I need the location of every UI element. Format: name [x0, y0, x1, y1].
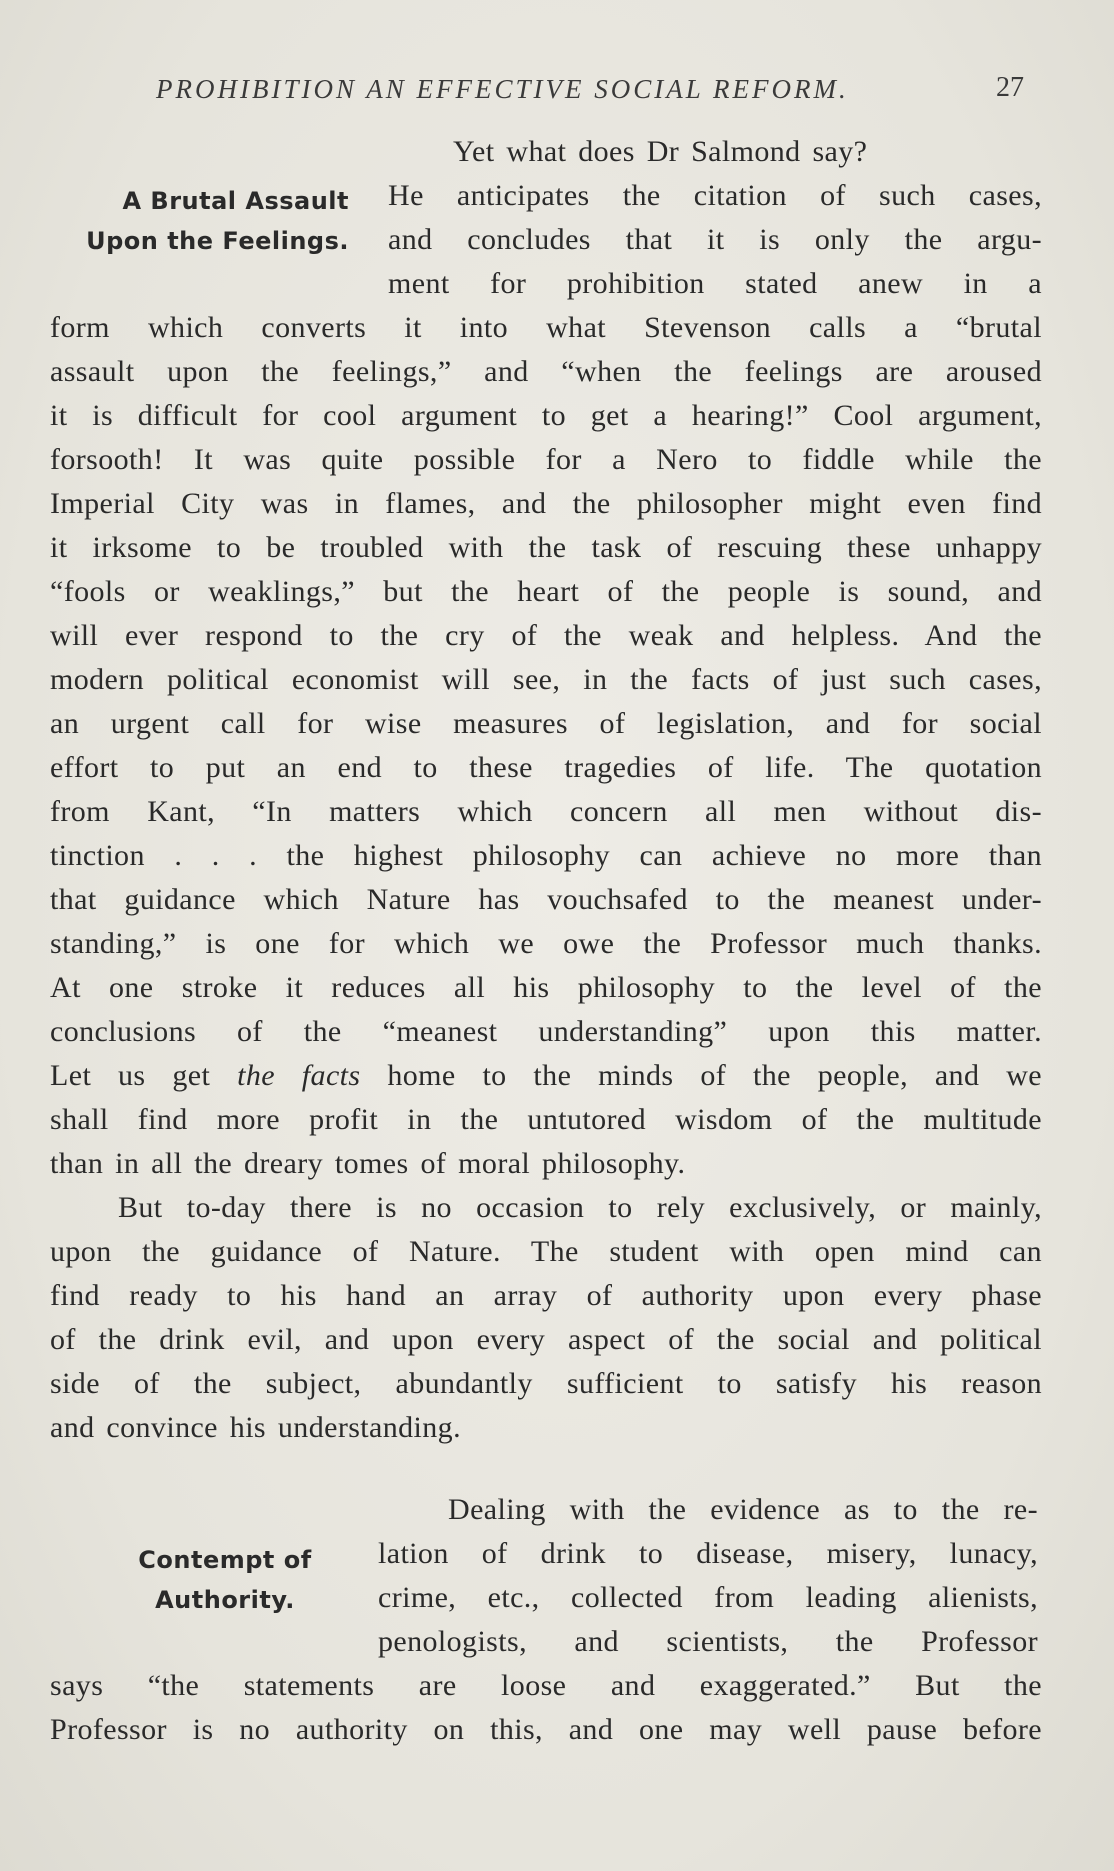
- text-line: lation of drink to disease, misery, lunacy,: [378, 1537, 1038, 1570]
- italic-emphasis: the facts: [237, 1059, 361, 1092]
- text-line: standing,” is one for which we owe the Professor much thanks.: [50, 927, 1042, 960]
- text-line: “fools or weaklings,” but the heart of the people is sound, and: [50, 575, 1042, 608]
- text-line: conclusions of the “meanest understanding” upon this matter.: [50, 1015, 1042, 1048]
- side-note-line: Contempt of: [138, 1546, 312, 1574]
- side-note-line: Upon the Feelings.: [86, 227, 349, 255]
- text-line: will ever respond to the cry of the weak and helpless. And the: [50, 619, 1042, 652]
- text-line: and convince his understanding.: [50, 1411, 461, 1444]
- text-line: it is difficult for cool argument to get a hearing!” Cool argument,: [50, 399, 1042, 432]
- text-fragment: Let us get: [50, 1059, 211, 1092]
- text-line: penologists, and scientists, the Professor: [378, 1625, 1038, 1658]
- text-line: from Kant, “In matters which concern all men without dis-: [50, 795, 1042, 828]
- text-line: But to-day there is no occasion to rely exclusively, or mainly,: [118, 1191, 1042, 1224]
- text-line: effort to put an end to these tragedies of life. The quotation: [50, 751, 1042, 784]
- running-title: PROHIBITION AN EFFECTIVE SOCIAL REFORM.: [156, 74, 849, 104]
- text-line: upon the guidance of Nature. The student with open mind can: [50, 1235, 1042, 1268]
- text-line: At one stroke it reduces all his philosophy to the level of the: [50, 971, 1042, 1004]
- text-line: assault upon the feelings,” and “when the feelings are aroused: [50, 355, 1042, 388]
- text-line: that guidance which Nature has vouchsafed to the meanest under-: [50, 883, 1042, 916]
- text-line: crime, etc., collected from leading alienists,: [378, 1581, 1038, 1614]
- text-line: and concludes that it is only the argu-: [388, 223, 1042, 256]
- text-line: find ready to his hand an array of authority upon every phase: [50, 1279, 1042, 1312]
- text-line: Dealing with the evidence as to the re-: [448, 1493, 1038, 1526]
- text-line: ment for prohibition stated anew in a: [388, 267, 1042, 300]
- text-line: of the drink evil, and upon every aspect of the social and political: [50, 1323, 1042, 1356]
- text-fragment: home to the minds of the people, and we: [387, 1059, 1042, 1092]
- text-line: Professor is no authority on this, and one may well pause before: [50, 1713, 1042, 1746]
- text-line: shall find more profit in the untutored wisdom of the multitude: [50, 1103, 1042, 1136]
- text-line: it irksome to be troubled with the task of rescuing these unhappy: [50, 531, 1042, 564]
- text-line: forsooth! It was quite possible for a Nero to fiddle while the: [50, 443, 1042, 476]
- text-line: an urgent call for wise measures of legislation, and for social: [50, 707, 1042, 740]
- text-line: He anticipates the citation of such cases,: [388, 179, 1042, 212]
- side-note-brutal-assault: [86, 181, 349, 261]
- text-line: Imperial City was in flames, and the philosopher might even find: [50, 487, 1042, 520]
- side-note-contempt-of-authority: [125, 1540, 325, 1620]
- running-header: [156, 70, 1036, 110]
- text-line: modern political economist will see, in the facts of just such cases,: [50, 663, 1042, 696]
- page-number: 27: [996, 72, 1024, 103]
- side-note-line: Authority.: [155, 1586, 295, 1614]
- text-line: side of the subject, abundantly sufficient to satisfy his reason: [50, 1367, 1042, 1400]
- text-line: tinction . . . the highest philosophy can achieve no more than: [50, 839, 1042, 872]
- text-line-with-italic: [50, 1054, 1042, 1098]
- text-line: Yet what does Dr Salmond say?: [453, 135, 868, 168]
- text-line: form which converts it into what Stevenson calls a “brutal: [50, 311, 1042, 344]
- text-line: says “the statements are loose and exaggerated.” But the: [50, 1669, 1042, 1702]
- side-note-line: A Brutal Assault: [122, 187, 349, 215]
- text-line: than in all the dreary tomes of moral philosophy.: [50, 1147, 686, 1180]
